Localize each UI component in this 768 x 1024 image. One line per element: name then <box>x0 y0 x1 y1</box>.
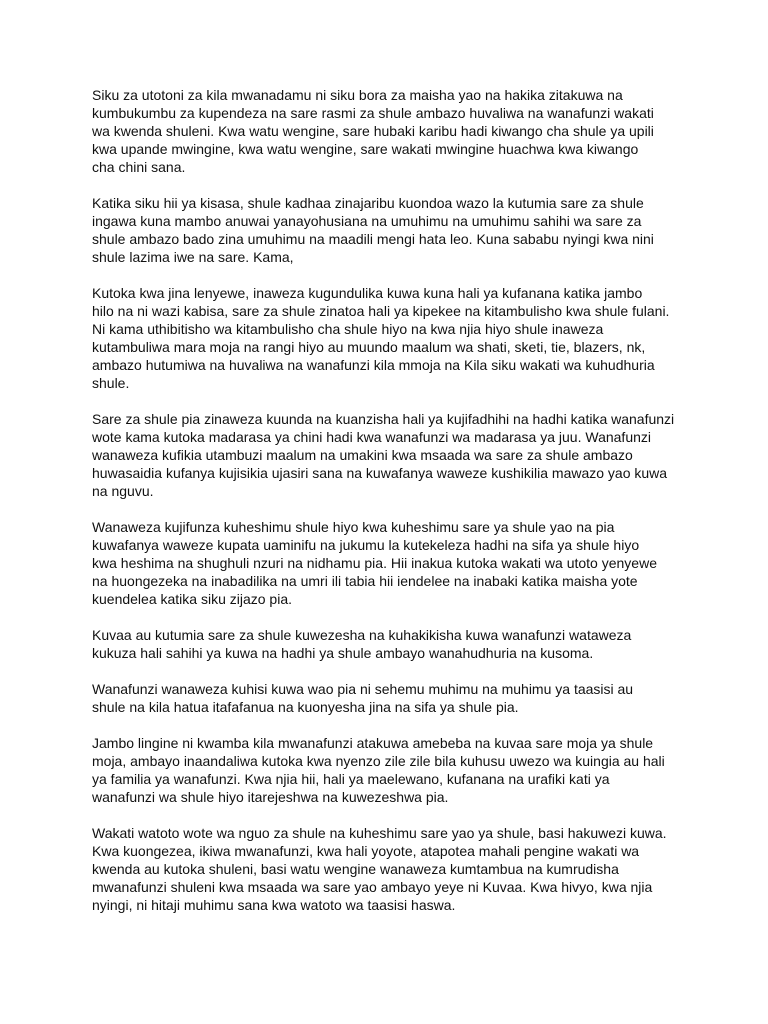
text-line: huwasaidia kufanya kujisikia ujasiri sana na kuwafanya waweze kushikilia mawazo yao kuwa <box>92 465 668 481</box>
text-line: kwa upande mwingine, kwa watu wengine, sare wakati mwingine huachwa kwa kiwango <box>92 141 639 157</box>
text-line: mwanafunzi shuleni kwa msaada wa sare yao ambayo yeye ni Kuvaa. Kwa hivyo, kwa njia <box>92 879 653 895</box>
text-line: wanaweza kufikia utambuzi maalum na umakini kwa msaada wa sare za shule ambazo <box>92 447 633 463</box>
paragraph-8 <box>92 734 682 806</box>
paragraph-6 <box>92 626 682 662</box>
text-line: cha chini sana. <box>92 159 186 175</box>
text-line: kwa heshima na shughuli nzuri na nidhamu pia. Hii inakua kutoka wakati wa utoto yenyewe <box>92 555 657 571</box>
text-line: ya familia ya wanafunzi. Kwa njia hii, hali ya maelewano, kufanana na urafiki kati ya <box>92 771 610 787</box>
text-line: Katika siku hii ya kisasa, shule kadhaa zinajaribu kuondoa wazo la kutumia sare za shule <box>92 195 644 211</box>
text-line: kuwafanya waweze kupata uaminifu na jukumu la kutekeleza hadhi na sifa ya shule hiyo <box>92 537 640 553</box>
text-line: Wakati watoto wote wa nguo za shule na kuheshimu sare yao ya shule, basi hakuwezi kuwa. <box>92 825 667 841</box>
text-line: na huongezeka na inabadilika na umri ili tabia hii iendelee na inabaki katika maisha yote <box>92 573 638 589</box>
text-line: wote kama kutoka madarasa ya chini hadi kwa wanafunzi wa madarasa ya juu. Wanafunzi <box>92 429 651 445</box>
text-line: Ni kama uthibitisho wa kitambulisho cha shule hiyo na kwa njia hiyo shule inaweza <box>92 321 604 337</box>
text-line: kuendelea katika siku zijazo pia. <box>92 591 293 607</box>
paragraph-1 <box>92 86 682 176</box>
text-line: Kwa kuongezea, ikiwa mwanafunzi, kwa hali yoyote, atapotea mahali pengine wakati wa <box>92 843 640 859</box>
text-line: kwenda au kutoka shuleni, basi watu wengine wanaweza kumtambua na kumrudisha <box>92 861 619 877</box>
text-line: Jambo lingine ni kwamba kila mwanafunzi atakuwa amebeba na kuvaa sare moja ya shule <box>92 735 654 751</box>
text-line: hilo na ni wazi kabisa, sare za shule zinatoa hali ya kipekee na kitambulisho kwa shule fulani. <box>92 303 670 319</box>
text-line: ingawa kuna mambo anuwai yanayohusiana na umuhimu na umuhimu sahihi wa sare za <box>92 213 642 229</box>
text-line: moja, ambayo inaandaliwa kutoka kwa nyenzo zile zile bila kuhusu uwezo wa kuingia au hali <box>92 753 665 769</box>
text-line: Wanafunzi wanaweza kuhisi kuwa wao pia ni sehemu muhimu na muhimu ya taasisi au <box>92 681 634 697</box>
text-line: Siku za utotoni za kila mwanadamu ni siku bora za maisha yao na hakika zitakuwa na <box>92 87 623 103</box>
text-line: shule lazima iwe na sare. Kama, <box>92 249 294 265</box>
text-line: shule na kila hatua itafafanua na kuonyesha jina na sifa ya shule pia. <box>92 699 519 715</box>
document-page <box>92 86 682 932</box>
paragraph-7 <box>92 680 682 716</box>
paragraph-4 <box>92 410 682 500</box>
text-line: wa kwenda shuleni. Kwa watu wengine, sare hubaki karibu hadi kiwango cha shule ya upili <box>92 123 654 139</box>
text-line: wanafunzi wa shule hiyo itarejeshwa na kuwezeshwa pia. <box>92 789 449 805</box>
text-line: kukuza hali sahihi ya kuwa na hadhi ya shule ambayo wanahudhuria na kusoma. <box>92 645 594 661</box>
paragraph-2 <box>92 194 682 266</box>
text-line: Kuvaa au kutumia sare za shule kuwezesha na kuhakikisha kuwa wanafunzi wataweza <box>92 627 632 643</box>
text-line: nyingi, ni hitaji muhimu sana kwa watoto wa taasisi haswa. <box>92 897 456 913</box>
text-line: Kutoka kwa jina lenyewe, inaweza kugundulika kuwa kuna hali ya kufanana katika jambo <box>92 285 643 301</box>
text-line: kutambuliwa mara moja na rangi hiyo au muundo maalum wa shati, sketi, tie, blazers, nk, <box>92 339 646 355</box>
text-line: shule. <box>92 375 130 391</box>
text-line: ambazo hutumiwa na huvaliwa na wanafunzi kila mmoja na Kila siku wakati wa kuhudhuria <box>92 357 655 373</box>
text-line: shule ambazo bado zina umuhimu na maadili mengi hata leo. Kuna sababu nyingi kwa nini <box>92 231 654 247</box>
paragraph-5 <box>92 518 682 608</box>
text-line: Sare za shule pia zinaweza kuunda na kuanzisha hali ya kujifadhihi na hadhi katika wanafunzi <box>92 411 675 427</box>
text-line: kumbukumbu za kupendeza na sare rasmi za shule ambazo huvaliwa na wanafunzi wakati <box>92 105 654 121</box>
text-line: Wanaweza kujifunza kuheshimu shule hiyo kwa kuheshimu sare ya shule yao na pia <box>92 519 615 535</box>
text-line: na nguvu. <box>92 483 154 499</box>
paragraph-3 <box>92 284 682 392</box>
paragraph-9 <box>92 824 682 914</box>
